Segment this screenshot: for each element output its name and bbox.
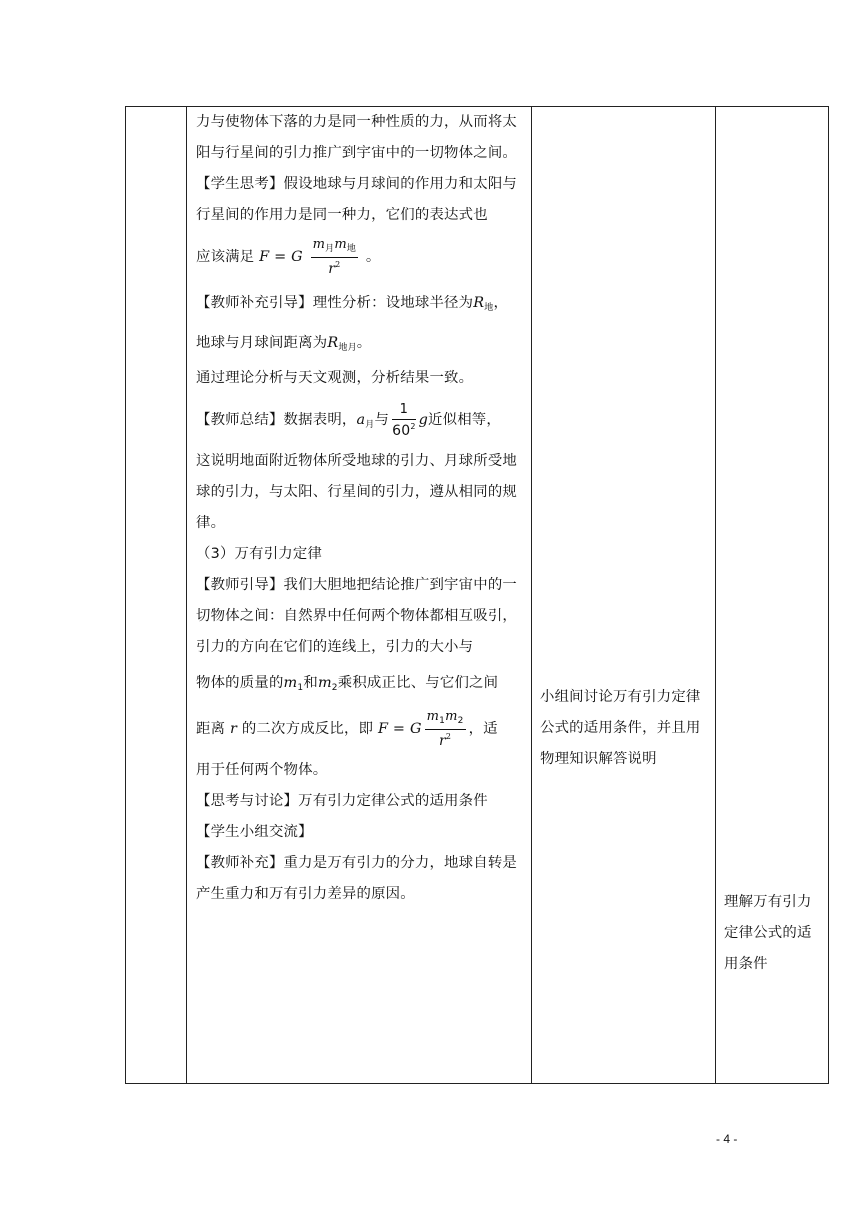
formula-superscript: 2 xyxy=(445,732,452,741)
paragraph-text: 数据表明， xyxy=(283,412,357,428)
formula-symbol: m xyxy=(334,237,347,252)
formula-fraction xyxy=(311,238,358,276)
paragraph-text: 距离 xyxy=(196,721,226,737)
formula-superscript: 2 xyxy=(335,260,341,269)
page-number: - 4 - xyxy=(716,1132,738,1146)
paragraph-text: 。 xyxy=(356,335,372,351)
paragraph-text: 万有引力定律公式的适用条件 xyxy=(298,793,488,809)
paragraph: 通过理论分析与天文观测，分析结果一致。 xyxy=(196,370,474,386)
paragraph-text: 。 xyxy=(365,249,381,265)
paragraph xyxy=(196,323,523,363)
formula-lhs: F = G xyxy=(259,249,303,265)
table-row xyxy=(126,107,829,1084)
formula-denominator: 60 xyxy=(392,422,411,439)
paragraph-text: 近似相等， xyxy=(428,412,501,428)
paragraph-text: 和 xyxy=(303,675,318,691)
tag-label: 【教师补充】 xyxy=(196,855,284,871)
paragraph xyxy=(196,570,523,663)
stage-column-cell xyxy=(126,107,187,1084)
tag-label: 【教师总结】 xyxy=(196,412,284,428)
formula-symbol: R xyxy=(473,295,485,311)
paragraph-text: 物体的质量的 xyxy=(196,675,284,691)
paragraph xyxy=(196,786,523,817)
formula-symbol: m xyxy=(426,709,440,724)
paragraph-text: 与 xyxy=(374,412,390,428)
formula-symbol: a xyxy=(356,412,366,428)
paragraph-text: 乘积成正比、与它们之间 xyxy=(337,675,499,691)
formula-subscript: 月 xyxy=(325,244,335,254)
formula-symbol: R xyxy=(327,335,339,351)
formula-symbol: r xyxy=(328,261,336,277)
formula-subscript: 1 xyxy=(297,683,304,693)
formula-numerator: 1 xyxy=(392,403,416,420)
formula-symbol: m xyxy=(312,237,326,252)
paragraph xyxy=(196,283,523,323)
paragraph xyxy=(196,848,523,910)
paragraph: 【学生小组交流】 xyxy=(196,824,313,840)
formula-superscript: 2 xyxy=(410,421,416,431)
formula-paragraph xyxy=(196,703,523,755)
student-activity-text: 小组间讨论万有引力定律公式的适用条件，并且用物理知识解答说明 xyxy=(540,689,701,767)
paragraph: 这说明地面附近物体所受地球的引力、月球所受地球的引力，与太阳、行星间的引力，遵从相同的规律。 xyxy=(196,453,517,531)
formula-paragraph xyxy=(196,231,523,283)
paragraph-text: ，适 xyxy=(468,721,498,737)
formula-symbol: r xyxy=(229,721,238,737)
formula-lhs: F = G xyxy=(377,721,422,737)
tag-label: 【学生思考】 xyxy=(196,176,284,192)
formula-subscript: 2 xyxy=(331,683,338,693)
teaching-process-cell xyxy=(187,107,532,1084)
formula-fraction xyxy=(392,403,416,438)
formula-subscript: 1 xyxy=(439,716,446,726)
paragraph-text: 地球与月球间距离为 xyxy=(196,335,328,351)
paragraph-text: 的二次方成反比，即 xyxy=(241,721,374,737)
paragraph: 力与使物体下落的力是同一种性质的力，从而将太阳与行星间的引力推广到宇宙中的一切物体之间。 xyxy=(196,114,517,161)
paragraph xyxy=(196,169,523,231)
formula-symbol: m xyxy=(445,709,458,724)
tag-label: 【思考与讨论】 xyxy=(196,793,299,809)
formula-fraction xyxy=(425,710,466,748)
paragraph: 用于任何两个物体。 xyxy=(196,762,328,778)
formula-symbol: g xyxy=(418,412,429,428)
teaching-process-text xyxy=(196,107,523,910)
paragraph-text: 应该满足 xyxy=(196,249,255,265)
formula-subscript: 地 xyxy=(484,303,494,313)
formula-subscript: 地月 xyxy=(338,343,357,353)
formula-subscript: 月 xyxy=(365,420,375,430)
lesson-plan-table xyxy=(125,106,829,1084)
paragraph-text: 理性分析：设地球半径为 xyxy=(312,295,474,311)
tag-label: 【教师补充引导】 xyxy=(196,295,313,311)
design-intent-cell xyxy=(716,107,829,1084)
formula-symbol: r xyxy=(439,733,446,749)
formula-subscript: 地 xyxy=(346,244,357,254)
section-heading: （3）万有引力定律 xyxy=(196,546,323,562)
paragraph-text: 我们大胆地把结论推广到宇宙中的一切物体之间：自然界中任何两个物体都相互吸引，引力的方向在它们的连线上，引力的大小与 xyxy=(196,577,517,655)
paragraph-text: 重力是万有引力的分力，地球自转是产生重力和万有引力差异的原因。 xyxy=(196,855,517,902)
formula-paragraph xyxy=(196,394,523,446)
paragraph-text: 假设地球与月球间的作用力和太阳与行星间的作用力是同一种力，它们的表达式也 xyxy=(196,176,517,223)
formula-symbol: m xyxy=(317,675,332,691)
design-intent-text: 理解万有引力定律公式的适用条件 xyxy=(724,894,812,972)
formula-symbol: m xyxy=(283,675,298,691)
formula-subscript: 2 xyxy=(457,716,464,726)
student-activity-cell xyxy=(532,107,716,1084)
paragraph xyxy=(196,663,523,703)
paragraph-text: ， xyxy=(493,295,509,311)
tag-label: 【教师引导】 xyxy=(196,577,284,593)
